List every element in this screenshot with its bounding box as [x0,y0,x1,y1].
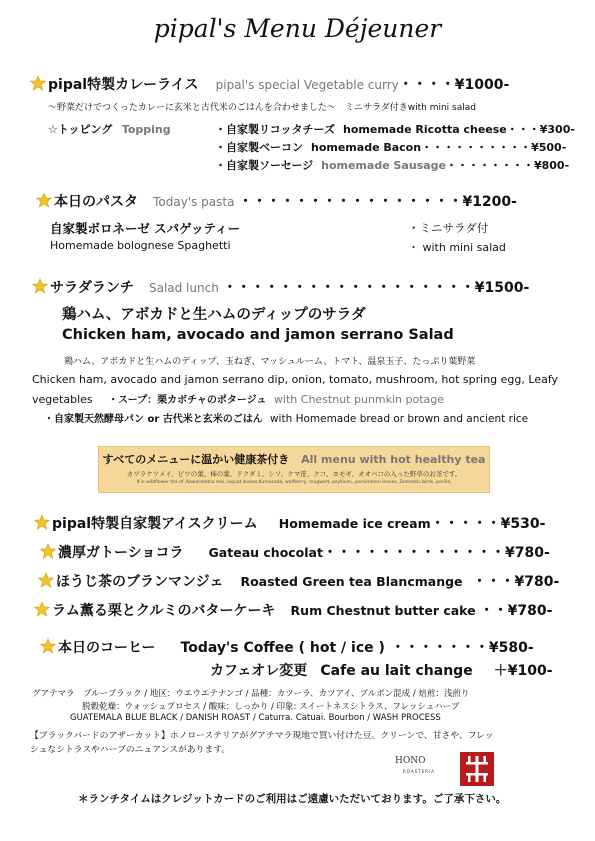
bean-note-2: シュなシトラスやハーブのニュアンスがあります。 [30,745,231,755]
star-icon [38,572,54,588]
pasta-en: Today's pasta [153,195,235,209]
salad-bread: ・自家製天然酵母パン or 古代米と玄米のごはん with Homemade bread or brown and ancient rice [44,413,529,425]
star-icon [34,601,50,617]
topping-row: ・自家製ベーコン homemade Bacon・・・・・・・・・・¥500- [215,141,567,154]
menu-title: pipal's Menu Déjeuner [153,14,442,43]
star-icon [30,75,46,91]
topping-label: ☆トッピング Topping [48,123,171,136]
coffee-price: ・・・・・・・¥580- [390,640,534,656]
topping-row: ・自家製リコッタチーズ homemade Ricotta cheese・・・¥300- [215,123,575,136]
salad-title-en: Chicken ham, avocado and jamon serrano Salad [62,327,454,343]
coffee-header [40,637,534,657]
salad-price: ・・・・・・・・・・・・・・・・・・¥1500- [222,280,530,296]
topping-en: Topping [121,123,171,136]
star-icon [32,278,48,294]
salad-header [32,277,529,297]
footer-note: ＊ランチタイムはクレジットカードのご利用はご遠慮いただいております。ご了承下さい。 [78,793,507,805]
bean-note-1: 【ブラックバードのアザーカット】ホノローステリアがグアテマラ現地で買い付けた豆。クリーンで、甘さや、フレッ [30,731,494,741]
star-icon [40,543,56,559]
curry-price: ・・・・¥1000- [398,77,510,93]
pasta-side-jp: ・ミニサラダ付 [408,221,489,235]
dessert-row: pipal特製自家製アイスクリーム Homemade ice cream・・・・・¥530- [34,513,545,533]
bean-info-2: 脱穀乾燥：ウォッシュプロセス / 酸味：しっかり / 印象: スイートネスシトラス、フレッシュハーブ [82,702,460,712]
pasta-item-en: Homemade bolognese Spaghetti [50,239,231,252]
salad-en: Salad lunch [148,281,219,295]
salad-desc-en1: Chicken ham, avocado and jamon serrano dip, onion, tomato, mushroom, hot spring egg, Leafy [32,373,559,386]
star-icon [34,514,50,530]
topping-row: ・自家製ソーセージ homemade Sausage・・・・・・・・¥800- [215,159,570,172]
coffee-en: Today's Coffee ( hot / ice ) [180,640,385,656]
curry-desc: 〜野菜だけでつくったカレーに玄米と古代米のごはんを合わせました〜 ミニサラダ付きwith mini salad [48,103,476,113]
coffee-jp: 本日のコーヒー [58,640,156,656]
hono-logo-icon [460,752,494,786]
star-icon [36,192,52,208]
bean-info-1: グアテマラ ブルーブラック / 地区：ウエウエテナンゴ / 品種：カツーラ、カツアイ、ブルボン混成 / 焙煎：浅煎り [32,689,470,699]
banner-en: All menu with hot healthy tea [301,453,486,466]
salad-desc-en2-row: vegetables ・スープ：栗カボチャのポタージュ with Chestnut punmkin potage [32,393,445,406]
banner-jp: すべてのメニューに温かい健康茶付き [102,453,290,466]
dessert-row: 濃厚ガトーショコラ Gateau chocolat・・・・・・・・・・・・・¥780- [40,542,550,562]
curry-name: pipal特製カレーライス [48,77,199,93]
curry-en: pipal's special Vegetable curry [215,78,399,92]
pasta-header [36,191,517,211]
salad-title-jp: 鶏ハム、アボカドと生ハムのディップのサラダ [62,307,366,323]
salad-desc-jp: 鶏ハム、アボカドと生ハムのディップ、玉ねぎ、マッシュルーム、トマト、温泉玉子、たっぷり葉野菜 [64,357,476,367]
cafe-au-lait-row: カフェオレ変更 Cafe au lait change ＋¥100- [210,663,553,679]
dessert-row: ほうじ茶のブランマンジェ Roasted Green tea Blancmange ・・・¥780- [38,571,559,591]
pasta-price: ・・・・・・・・・・・・・・・・¥1200- [238,194,517,210]
pasta-side-en: ・ with mini salad [408,241,506,254]
logo-name: HONO [395,756,426,766]
logo-sub: ROASTERIA [403,769,435,774]
star-icon [40,638,56,654]
curry-header [30,74,509,94]
bean-info-3: GUATEMALA BLUE BLACK / DANISH ROAST / Caturra. Catuai. Bourbon / WASH PROCESS [70,713,441,723]
dessert-row: ラム薫る栗とクルミのバターケーキ Rum Chestnut butter cake ・・¥780- [34,600,552,620]
pasta-name: 本日のパスタ [54,194,138,210]
salad-name: サラダランチ [50,280,134,296]
banner-line3: It is wildflower tea of ,Kawaratetsu mei, loquat leaves,Kumasada, wolfberry, mugwort, psyllium,, persimmon leaves, Domestic birds, perilla, [136,480,452,485]
pasta-item-jp: 自家製ボロネーゼ スパゲッティー [50,221,241,236]
banner-line2: カワラケツメイ、ビワの葉、柿の葉、ドクダミ、シソ、クマ笹、クコ、ヨモギ、オオバコの入った野草のお茶です。 [126,470,462,478]
healthy-tea-banner [98,446,490,493]
